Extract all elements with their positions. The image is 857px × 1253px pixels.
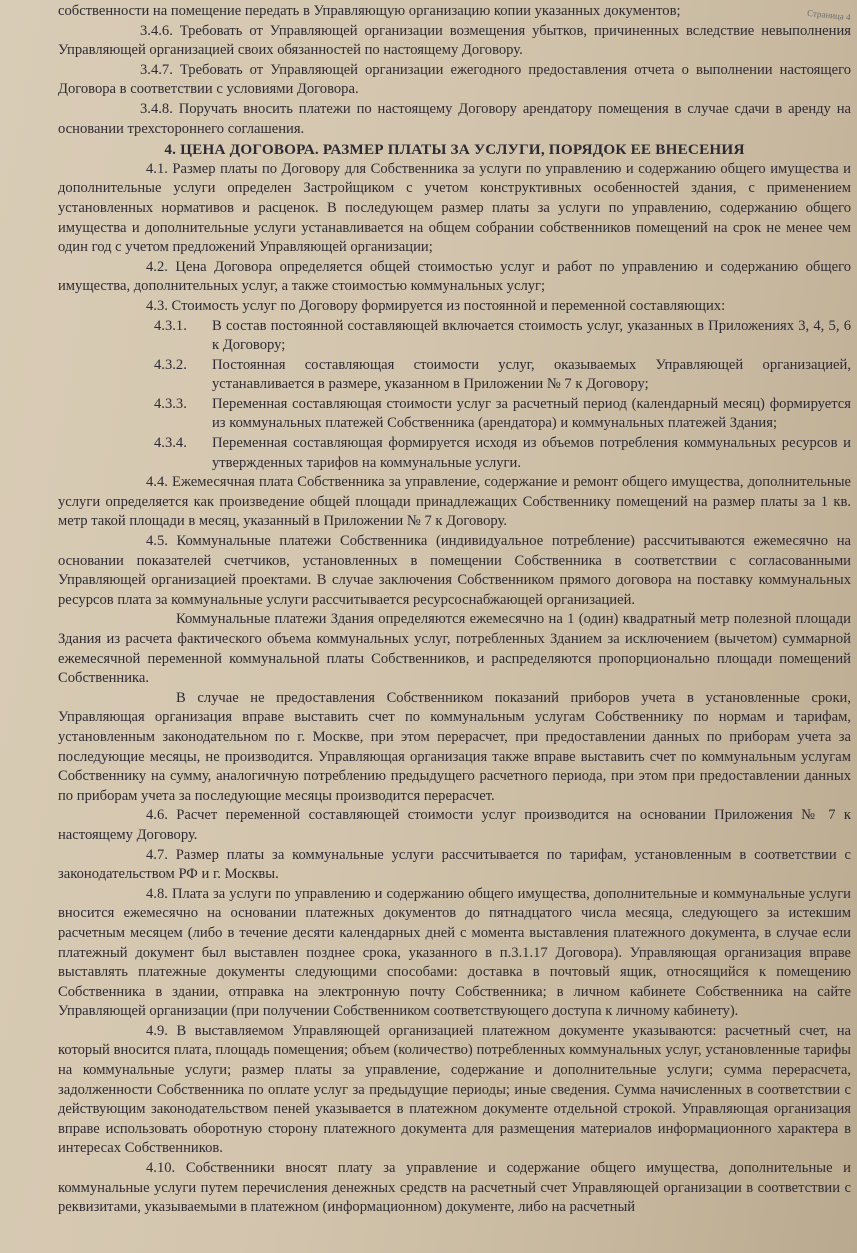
paragraph-4-7: 4.7. Размер платы за коммунальные услуги рассчитывается по тарифам, установленным в соответствии с законодательством РФ и г. Москвы.	[58, 846, 851, 883]
page-corner-note: Страница 4	[807, 7, 852, 23]
subitem-4-3-3	[154, 395, 851, 434]
paragraph-4-2: 4.2. Цена Договора определяется общей стоимостью услуг и работ по управлению и содержанию общего имущества, дополнительных услуг, а также стоимостью коммунальных услуг;	[58, 258, 851, 295]
paragraph-4-6: 4.6. Расчет переменной составляющей стоимости услуг производится на основании Приложения № 7 к настоящему Договору.	[58, 807, 851, 843]
subitem-text: Переменная составляющая формируется исходя из объемов потребления коммунальных ресурсов и утвержденных тарифов на коммунальные услуги.	[212, 435, 851, 471]
paragraph-3-4-7: 3.4.7. Требовать от Управляющей организации ежегодного предоставления отчета о выполнении настоящего Договора в соответствии с условиями Договора.	[58, 61, 851, 98]
subitem-text: В состав постоянной составляющей включается стоимость услуг, указанных в Приложениях 3, 4, 5, 6 к Договору;	[212, 317, 851, 354]
paragraph-4-3: 4.3. Стоимость услуг по Договору формируется из постоянной и переменной составляющих:	[146, 297, 726, 314]
paragraph-3-4-6: 3.4.6. Требовать от Управляющей организации возмещения убытков, причиненных вследствие невыполнения Управляющей организацией своих обязанностей по настоящему Договору.	[58, 22, 851, 59]
subitem-4-3-4	[154, 434, 851, 473]
subitem-4-3-2	[154, 356, 851, 395]
subitem-number: 4.3.2.	[154, 356, 187, 373]
subitem-text: Постоянная составляющая стоимости услуг, оказываемых Управляющей организацией, устанавливается в размере, указанном в Приложении № 7 к Договору;	[212, 356, 851, 393]
paragraph-4-9: 4.9. В выставляемом Управляющей организацией платежном документе указываются: расчетный счет, на который вносится плата, площадь помещения; объем (количество) потребленных коммунальных услуг, установленные тарифы на коммунальные услуги; размер платы за управление, содержание и дополнительные услуги; сумма перерасчета, задолженности Собственника по оплате услуг за предыдущие периоды; иные сведения. Сумма начисленных в соответствии с действующим законодательством пеней указывается в платежном документе отдельной строкой. Управляющая организация вправе использовать оборотную сторону платежного документа для размещения материалов информационного характера в интересах Собственников.	[58, 1022, 851, 1157]
subitem-4-3-1	[154, 317, 851, 356]
paragraph-4-10: 4.10. Собственники вносят плату за управление и содержание общего имущества, дополнительные и коммунальные услуги путем перечисления денежных средств на расчетный счет Управляющей организации в соответствии с реквизитами, указываемыми в платежном (информационном) документе, либо на расчетный	[58, 1160, 851, 1216]
subitem-number: 4.3.3.	[154, 395, 187, 412]
paragraph-4-4: 4.4. Ежемесячная плата Собственника за управление, содержание и ремонт общего имущества, дополнительные услуги определяется как произведение общей площади принадлежащих Собственнику помещений на размер платы за 1 кв. метр такой площади в месяц, указанный в Приложении № 7 к Договору.	[58, 474, 851, 530]
paragraph-4-5: 4.5. Коммунальные платежи Собственника (индивидуальное потребление) рассчитываются ежемесячно на основании показателей счетчиков, установленных в помещении Собственника в соответствии с согласованными Управляющей организацией проектами. В случае заключения Собственником прямого договора на поставку коммунальных ресурсов плата за коммунальные услуги рассчитывается ресурсоснабжающей организацией.	[58, 533, 851, 608]
paragraph-4-5-building: Коммунальные платежи Здания определяются ежемесячно на 1 (один) квадратный метр полезной площади Здания из расчета фактического объема коммунальных услуг, потребленных Зданием за исключением (вычетом) суммарной ежемесячной переменной коммунальной платы Собственников, и распределяются пропорционально площади помещений Собственника.	[58, 611, 851, 687]
paragraph-cont: собственности на помещение передать в Управляющую организацию копии указанных документов;	[58, 3, 681, 19]
paragraph-4-8: 4.8. Плата за услуги по управлению и содержанию общего имущества, дополнительные и коммунальные услуги вносится ежемесячно на основании платежных документов до пятнадцатого числа месяца, следующего за истекшим расчетным месяцем (либо в течение десяти календарных дней с момента выставления платежного документа, в случае если платежный документ был выставлен позднее срока, указанного в п.3.1.17 Договора). Управляющая организация вправе выставлять платежные документы следующими способами: доставка в почтовый ящик, относящийся к помещению Собственника в здании, отправка на электронную почту Собственника; в личном кабинете Собственника на сайте Управляющей организации (при получении Собственником соответствующего доступа к личному кабинету).	[58, 885, 851, 1020]
section-heading-4: 4. ЦЕНА ДОГОВОРА. РАЗМЕР ПЛАТЫ ЗА УСЛУГИ, ПОРЯДОК ЕЕ ВНЕСЕНИЯ	[164, 141, 745, 159]
subitem-number: 4.3.1.	[154, 317, 187, 334]
subitem-text: Переменная составляющая стоимости услуг за расчетный период (календарный месяц) формируется из коммунальных платежей Собственника (арендатора) и коммунальных платежей Здания;	[212, 395, 851, 432]
paragraph-3-4-8: 3.4.8. Поручать вносить платежи по настоящему Договору арендатору помещения в случае сдачи в аренду на основании трехстороннего соглашения.	[58, 100, 851, 137]
subitem-number: 4.3.4.	[154, 435, 187, 452]
paragraph-4-5-no-readings: В случае не предоставления Собственником показаний приборов учета в установленные сроки, Управляющая организация вправе выставить счет по коммунальным услугам Собственнику по нормам и тарифам, установленным законодательном по г. Москве, при этом перерасчет, при предоставлении данных по приборам учета за последующие месяцы, не производится. Управляющая организация также вправе выставить счет по коммунальным услугам Собственнику на сумму, аналогичную потреблению предыдущего расчетного периода, при этом при предоставлении данных по приборам учета за последующие месяцы производится перерасчет.	[58, 689, 851, 804]
paragraph-4-1: 4.1. Размер платы по Договору для Собственника за услуги по управлению и содержанию общего имущества и дополнительные услуги определен Застройщиком с учетом конструктивных особенностей здания, с применением установленных нормативов и расценок. В последующем размер платы за услуги по управлению, содержанию общего имущества и дополнительные услуги устанавливается на общем собрании собственников помещений на срок не менее чем один год с учетом предложений Управляющей организации;	[58, 160, 851, 256]
